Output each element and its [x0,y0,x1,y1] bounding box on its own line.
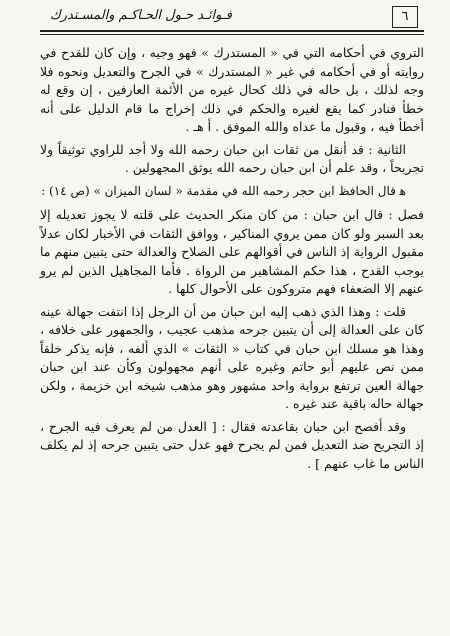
paragraph-rule: وقد أفصح ابن حبان بقاعدته فقال : [ العدل من لم يعرف فيه الجرح ، إذ التجريح ضد التعديل فمن لم يجرح فهو عدل حتى يتبين جرحه إذ لم يكلف الناس ما غاب عنهم ] . [40,418,424,471]
header-rule-thin [40,34,424,35]
running-header [40,6,424,34]
paragraph-commentary: قلت : وهذا الذي ذهب إليه ابن حبان من أن الرجل إذا انتفت جهالة عينه كان على العدالة إلى أن يتبين جرحه مذهب عجيب ، والجمهور على خلافه ، وهذا هو مسلك ابن حبان في كتاب « الثقات » الذي ألفه ، فإنه يذكر خلقاً ممن نص عليهم أبو حاتم وغيره على أنهم مجهولون وكأن عند ابن حبان جهالة العين ترتفع برواية واحد مشهور وهو مذهب شيخه ابن خزيمة ، ولكن جهالة حاله باقية عند غيره . [40,303,424,411]
header-rule-thick [40,30,424,32]
citation-ibn-hajar: ﻫ قال الحافظ ابن حجر رحمه الله في مقدمة « لسان الميزان » (ص ١٤) : [41,183,406,198]
paragraph-continuation: التروي في أحكامه التي في « المستدرك » فهو وجيه ، وإن كان للقدح في روايته أو في أحكامه في غير « المستدرك » في الجرح والتعديل ونحوه فلا وجه لذلك ، بل حاله في ذلك كحال غيره من الأئمة العارفين ، إن وقع له خطأ فنادر كما يقع لغيره والحكم في ذلك إخراج ما قام الدليل على أنه أخطأ فيه ، وقبول ما عداه والله الموفق . أ هـ . [40,45,424,134]
header-title: فـوائـد حـول الحـاكـم والمسـتدرك [50,8,232,23]
paragraph-ibn-hibban-quote: فصل : قال ابن حبان : من كان منكر الحديث على قلته لا يجوز تعديله إلا بعد السبر ولو كان ممن يروي المناكير ، ووافق الثقات في الأخبار لكان عدلاً مقبول الرواية إذ الناس في أقوالهم على الصلاح والعدالة حتى يتبين منهم ما يوجب القدح ، هذا حكم المشاهير من الرواة . فأما المجاهيل الذين لم يرو عنهم إلا الضعفاء فهم متروكون على الأحوال كلها . [40,207,424,296]
paragraph-second-point: الثانية : قد أنقل من ثقات ابن حبان رحمه الله ولا أجد للراوي توثيقاً ولا تجريحاً ، وقد علم أن ابن حبان رحمه الله يوثق المجهولين . [40,141,424,175]
body-text [40,44,424,477]
page-number: ٦ [392,6,418,28]
